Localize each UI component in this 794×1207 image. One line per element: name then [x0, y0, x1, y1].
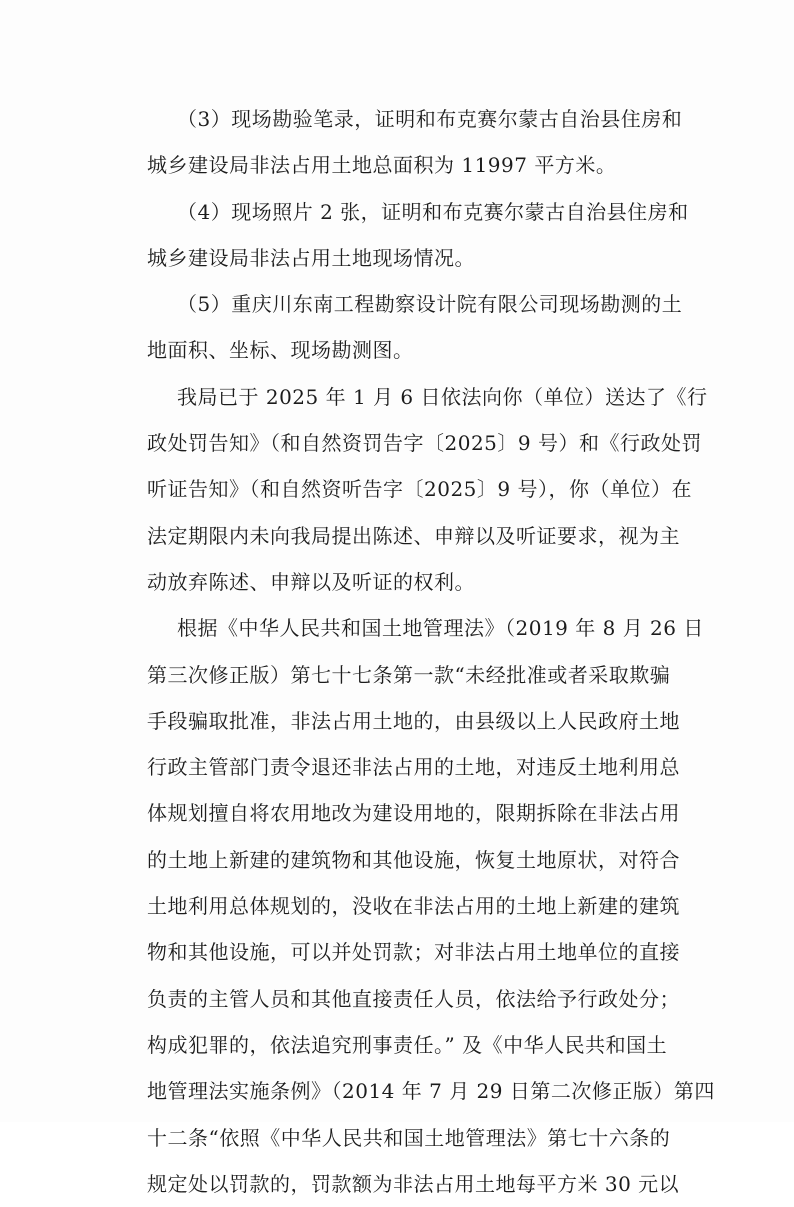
paragraph-line: 规定处以罚款的，罚款额为非法占用土地每平方米 30 元以 — [147, 1171, 680, 1196]
paragraph-line: 城乡建设局非法占用土地现场情况。 — [147, 245, 475, 270]
paragraph-line: 地面积、坐标、现场勘测图。 — [147, 338, 414, 363]
paragraph-line: 城乡建设局非法占用土地总面积为 11997 平方米。 — [147, 153, 617, 178]
paragraph-line: 十二条“依照《中华人民共和国土地管理法》第七十六条的 — [147, 1125, 671, 1150]
paragraph-line: （3）现场勘验笔录，证明和布克赛尔蒙古自治县住房和 — [177, 107, 683, 131]
paragraph-line: 物和其他设施，可以并处罚款；对非法占用土地单位的直接 — [147, 940, 680, 965]
paragraph-line: 土地利用总体规划的，没收在非法占用的土地上新建的建筑 — [147, 894, 680, 919]
paragraph-line: 行政主管部门责令退还非法占用的土地，对违反土地利用总 — [147, 755, 680, 780]
paragraph-line: 地管理法实施条例》（2014 年 7 月 29 日第二次修正版）第四 — [147, 1079, 715, 1104]
paragraph-line: （4）现场照片 2 张，证明和布克赛尔蒙古自治县住房和 — [177, 199, 689, 224]
paragraph-line: 动放弃陈述、申辩以及听证的权利。 — [147, 569, 475, 594]
paragraph-line: 手段骗取批准，非法占用土地的，由县级以上人民政府土地 — [147, 708, 680, 733]
paragraph-line: 第三次修正版）第七十七条第一款“未经批准或者采取欺骗 — [147, 662, 671, 687]
paragraph-line: 根据《中华人民共和国土地管理法》（2019 年 8 月 26 日 — [177, 616, 704, 641]
paragraph-line: 法定期限内未向我局提出陈述、申辩以及听证要求，视为主 — [147, 523, 680, 548]
paragraph-line: 负责的主管人员和其他直接责任人员，依法给予行政处分； — [147, 986, 680, 1011]
paragraph-line: 构成犯罪的，依法追究刑事责任。” 及《中华人民共和国土 — [147, 1032, 668, 1057]
paragraph-line: 政处罚告知》（和自然资罚告字〔2025〕9 号）和《行政处罚 — [147, 431, 702, 456]
document-body — [147, 96, 715, 1207]
paragraph-line: 听证告知》（和自然资听告字〔2025〕9 号），你（单位）在 — [147, 477, 692, 502]
paragraph-line: （5）重庆川东南工程勘察设计院有限公司现场勘测的土 — [177, 292, 683, 317]
paragraph-line: 体规划擅自将农用地改为建设用地的，限期拆除在非法占用 — [147, 801, 680, 826]
paragraph-line: 我局已于 2025 年 1 月 6 日依法向你（单位）送达了《行 — [177, 384, 708, 409]
paragraph-line: 的土地上新建的建筑物和其他设施，恢复土地原状，对符合 — [147, 847, 680, 872]
